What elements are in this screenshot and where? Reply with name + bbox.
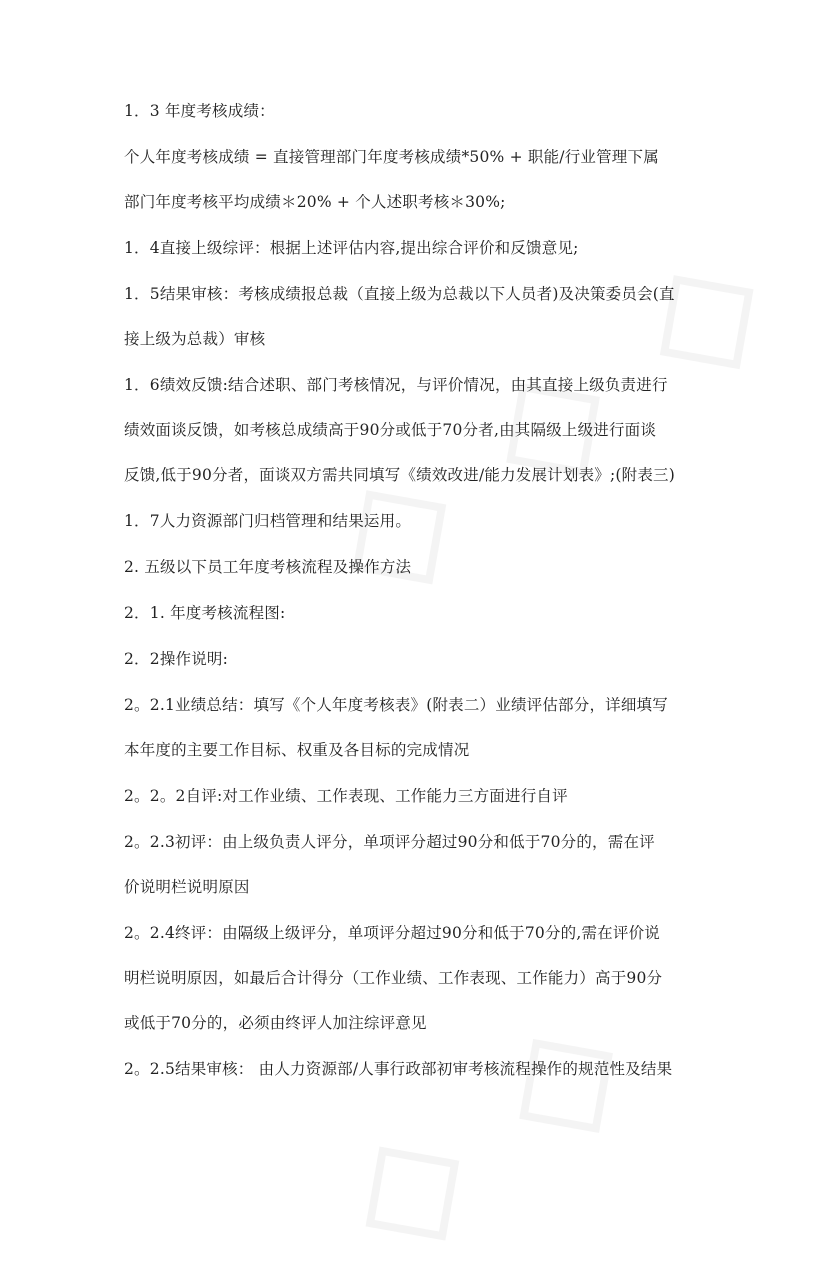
text-line: 1．6绩效反馈:结合述职、部门考核情况，与评价情况，由其直接上级负责进行: [124, 376, 668, 394]
paragraph: [124, 283, 714, 351]
text-line: 1．7人力资源部门归档管理和结果运用。: [124, 512, 412, 530]
text-line: 2。2.1业绩总结：填写《个人年度考核表》(附表二）业绩评估部分，详细填写: [124, 696, 668, 714]
text-line: 1．3 年度考核成绩：: [124, 102, 275, 120]
text-line: 绩效面谈反馈，如考核总成绩高于90分或低于70分者,由其隔级上级进行面谈: [124, 421, 657, 439]
text-line: 或低于70分的，必须由终评人加注综评意见: [124, 1014, 427, 1032]
text-line: 2. 五级以下员工年度考核流程及操作方法: [124, 558, 412, 576]
paragraph: [124, 694, 714, 762]
paragraph: [124, 146, 714, 214]
text-line: 2。2.4终评：由隔级上级评分，单项评分超过90分和低于70分的,需在评价说: [124, 924, 660, 942]
text-line: 明栏说明原因，如最后合计得分（工作业绩、工作表现、工作能力）高于90分: [124, 969, 663, 987]
text-line: 1．4直接上级综评：根据上述评估内容,提出综合评价和反馈意见;: [124, 239, 579, 257]
paragraph: [124, 1058, 714, 1081]
text-line: 2．2操作说明:: [124, 650, 229, 668]
paragraph: [124, 922, 714, 1035]
text-line: 价说明栏说明原因: [124, 878, 250, 896]
paragraph: [124, 100, 714, 123]
text-line: 本年度的主要工作目标、权重及各目标的完成情况: [124, 741, 470, 759]
text-line: 2。2.3初评：由上级负责人评分，单项评分超过90分和低于70分的，需在评: [124, 833, 655, 851]
text-line: 接上级为总裁）审核: [124, 330, 266, 348]
paragraph: [124, 785, 714, 808]
paragraph: [124, 831, 714, 899]
paragraph: [124, 602, 714, 625]
text-line: 反馈,低于90分者，面谈双方需共同填写《绩效改进/能力发展计划表》;(附表三): [124, 466, 675, 484]
text-line: 个人年度考核成绩 = 直接管理部门年度考核成绩*50% + 职能/行业管理下属: [124, 148, 659, 166]
document-body: [124, 100, 714, 1104]
paragraph: [124, 237, 714, 260]
paragraph: [124, 374, 714, 487]
text-line: 2。2。2自评:对工作业绩、工作表现、工作能力三方面进行自评: [124, 787, 568, 805]
paragraph: [124, 648, 714, 671]
paragraph: [124, 556, 714, 579]
paragraph: [124, 510, 714, 533]
text-line: 2．1. 年度考核流程图:: [124, 604, 286, 622]
text-line: 1．5结果审核：考核成绩报总裁（直接上级为总裁以下人员者)及决策委员会(直: [124, 285, 675, 303]
text-line: 部门年度考核平均成绩＊20% + 个人述职考核＊30%;: [124, 193, 506, 211]
text-line: 2。2.5结果审核： 由人力资源部/人事行政部初审考核流程操作的规范性及结果: [124, 1060, 673, 1078]
